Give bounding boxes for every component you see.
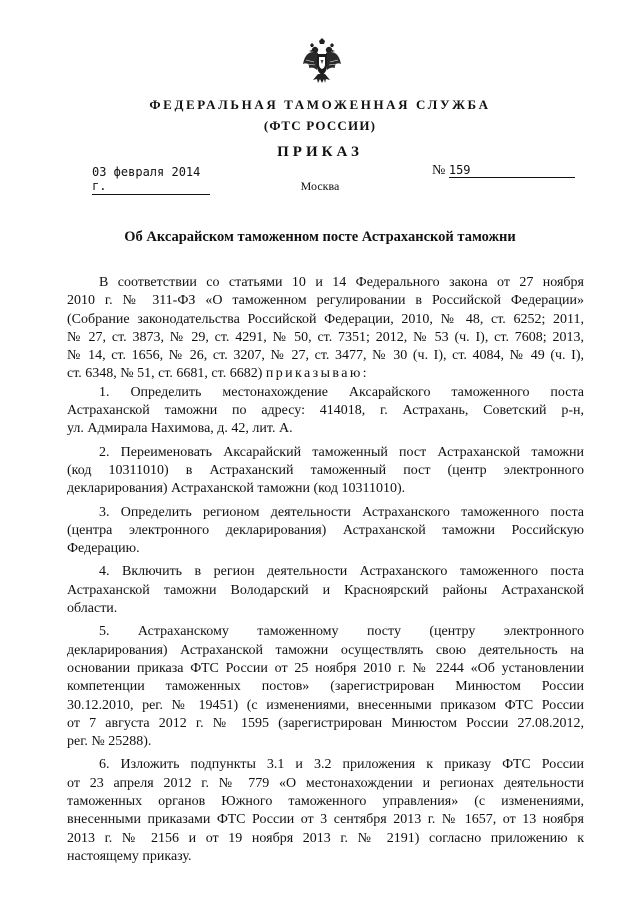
text-line: 2013 г. № 2156 и от 19 ноября 2013 г. № 2191) согласно приложению к: [67, 830, 584, 846]
text-line: декларирования) Астраханской таможни (код 10311010).: [67, 481, 406, 497]
text-line: 5. Астраханскому таможенному посту (центру электронного: [99, 624, 584, 640]
text-line: (код 10311010) в Астраханский таможенный пост (центр электронного: [67, 462, 584, 478]
text-line: 2010 г. № 311-ФЗ «О таможенном регулировании в Российской Федерации»: [67, 293, 584, 309]
text-line: внесенными приказами ФТС России от 3 сентября 2013 г. № 1657, от 13 ноября: [67, 812, 584, 828]
russian-emblem-icon: [302, 38, 342, 84]
text-line: 6. Изложить подпункты 3.1 и 3.2 приложения к приказу ФТС России: [99, 757, 584, 773]
document-number: [432, 163, 575, 179]
text-line: Астраханской таможни по адресу: 414018, г. Астрахань, Советский р-н,: [67, 403, 584, 419]
organization-name: ФЕДЕРАЛЬНАЯ ТАМОЖЕННАЯ СЛУЖБА: [149, 97, 491, 112]
order-word: приказываю:: [265, 366, 369, 382]
order-item: [67, 623, 584, 751]
text-line: 2. Переименовать Аксарайский таможенный пост Астраханской таможни: [99, 444, 584, 460]
text-line: от 23 апреля 2012 г. № 779 «О местонахождении и регионах деятельности: [67, 775, 584, 791]
text-line: Федерацию.: [67, 541, 140, 557]
order-item: [67, 504, 584, 559]
text-line: 30.12.2010, рег. № 19451) (с изменениями, внесенными приказом ФТС России: [67, 697, 584, 713]
text-line: таможенных органов Южного таможенного управления» (с изменениями,: [67, 794, 584, 810]
document-body: [67, 274, 584, 866]
text-line: 4. Включить в регион деятельности Астраханского таможенного поста: [99, 564, 584, 580]
text-line: 1. Определить местонахождение Аксарайского таможенного поста: [99, 384, 584, 400]
text-line: ул. Адмирала Нахимова, д. 42, лит. А.: [67, 421, 293, 437]
organization-abbreviation: (ФТС РОССИИ): [263, 118, 377, 133]
text-line: настоящему приказу.: [67, 848, 192, 864]
order-item: [67, 384, 584, 439]
text-line: области.: [67, 601, 118, 617]
document-title: Об Аксарайском таможенном посте Астраханской таможни: [124, 229, 516, 245]
document-city: Москва: [300, 179, 340, 193]
text-line: рег. № 25288).: [67, 734, 152, 750]
number-value: 159: [449, 163, 575, 178]
text-line: (Собрание законодательства Российской Федерации, 2010, № 48, ст. 6252; 2011,: [67, 311, 584, 327]
text-line: [67, 365, 584, 383]
text-line: № 14, ст. 1656, № 26, ст. 3207, № 27, ст. 3477, № 30 (ч. I), ст. 4084, № 49 (ч. I),: [67, 348, 584, 364]
text-line: № 27, ст. 3873, № 29, ст. 4291, № 50, ст. 7351; 2012, № 53 (ч. I), ст. 7608; 2013,: [67, 329, 584, 345]
text-line: компетенции таможенных постов» (зарегистрирован Минюстом России: [67, 679, 584, 695]
preamble-paragraph: [67, 274, 584, 384]
text-line: В соответствии со статьями 10 и 14 Федерального закона от 27 ноября: [99, 275, 584, 290]
document-date: 03 февраля 2014 г.: [92, 165, 210, 195]
text-line: (центра электронного декларирования) Астраханской таможни Российскую: [67, 522, 584, 538]
order-item: [67, 756, 584, 866]
text-line: от 7 августа 2012 г. № 1595 (зарегистрирован Минюстом России 27.08.2012,: [67, 715, 584, 731]
text-line: основании приказа ФТС России от 25 ноября 2010 г. № 2244 «Об установлении: [67, 660, 584, 676]
number-label: №: [432, 163, 446, 178]
document-type: ПРИКАЗ: [277, 144, 363, 160]
text-line: декларирования) Астраханской таможни осуществлять свою деятельность на: [67, 642, 584, 658]
text-line: 3. Определить регионом деятельности Астраханского таможенного поста: [99, 504, 584, 520]
order-item: [67, 563, 584, 618]
preamble-tail: ст. 6348, № 51, ст. 6681, ст. 6682): [67, 366, 263, 382]
text-line: Астраханской таможни Володарский и Красноярский районы Астраханской: [67, 582, 584, 598]
order-item: [67, 444, 584, 499]
